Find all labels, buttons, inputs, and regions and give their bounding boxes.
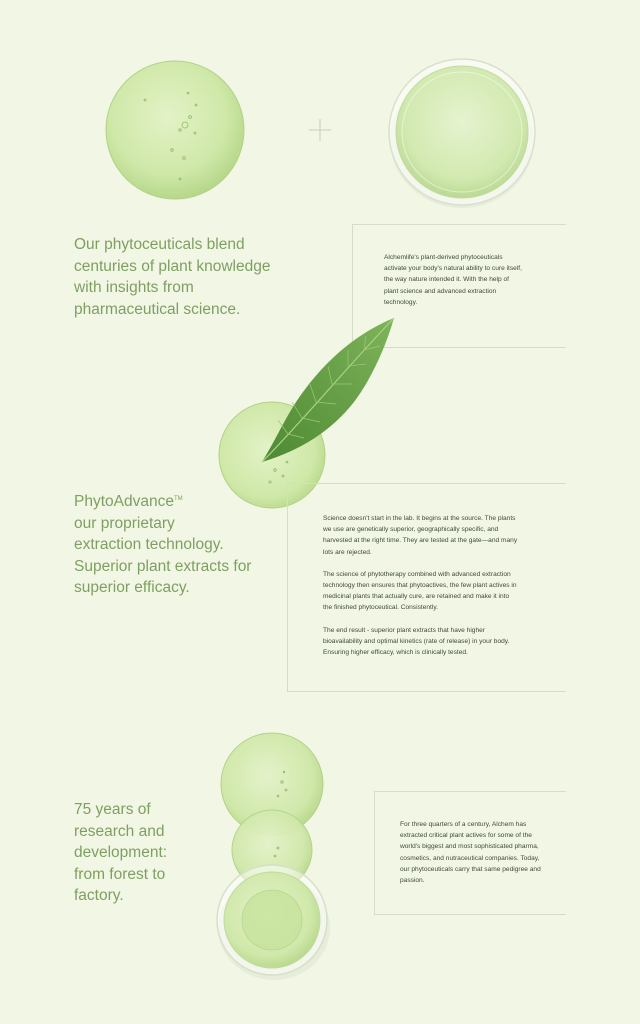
- body-line: the way nature intended it. With the help of: [384, 276, 509, 284]
- gel-drops-stack-illustration: [212, 732, 337, 982]
- headline-line: development:: [74, 844, 168, 861]
- headline-line: pharmaceutical science.: [74, 300, 241, 318]
- trademark-mark: TM: [173, 495, 183, 502]
- body-line: harvested at the right time. They are tested at the gate—and many: [323, 537, 518, 545]
- body-line: the finished phytoceutical. Consistently.: [323, 604, 438, 612]
- headline-line: research and: [74, 822, 165, 840]
- section3-text-box: [374, 791, 566, 915]
- body-line: technology.: [384, 298, 418, 306]
- headline-line: Superior plant extracts for: [74, 557, 252, 575]
- headline-line: extraction technology.: [74, 536, 224, 553]
- body-line: The end result - superior plant extracts that have higher: [323, 626, 486, 634]
- section1-headline: [74, 234, 314, 320]
- body-line: Alchemlife's plant-derived phytoceuticals: [384, 254, 503, 261]
- section2-headline: [74, 491, 314, 599]
- body-line: world's biggest and most sophisticated pharma,: [400, 843, 539, 851]
- body-line: bioavailability and optimal kinetics (rate of release) in your body.: [323, 637, 510, 645]
- body-line: Science doesn't start in the lab. It begins at the source. The plants: [323, 515, 516, 522]
- petri-dish-illustration: [382, 52, 542, 212]
- headline-line: factory.: [74, 887, 124, 904]
- body-line: For three quarters of a century, Alchem has: [400, 821, 527, 828]
- headline-line: [74, 491, 314, 513]
- brand-name: PhytoAdvance: [74, 493, 174, 510]
- body-line: The science of phytotherapy combined with advanced extraction: [323, 570, 511, 578]
- headline-line: from forest to: [74, 865, 166, 883]
- headline-line: 75 years of: [74, 801, 151, 818]
- headline-line: centuries of plant knowledge: [74, 257, 271, 275]
- headline-line: with insights from: [74, 279, 194, 296]
- section3-headline: [74, 799, 214, 907]
- body-line: Ensuring higher efficacy, which is clinically tested.: [323, 649, 468, 657]
- headline-line: our proprietary: [74, 514, 175, 532]
- body-line: medicinal plants that actually cure, are retained and make it into: [323, 593, 510, 601]
- headline-line: superior efficacy.: [74, 579, 190, 596]
- headline-line: Our phytoceuticals blend: [74, 236, 245, 253]
- body-line: our phytoceuticals carry that same pedigree and: [400, 865, 541, 873]
- body-line: cosmetics, and nutraceutical companies. Today,: [400, 854, 540, 862]
- body-line: extracted critical plant actives for some of the: [400, 832, 532, 840]
- body-line: passion.: [400, 877, 425, 885]
- body-line: we use are genetically superior, geographically specific, and: [323, 526, 499, 534]
- leaf-illustration: [258, 316, 398, 466]
- body-line: activate your body's natural ability to cure itself,: [384, 265, 522, 273]
- plus-icon: [309, 119, 331, 141]
- section2-text-box: [287, 483, 566, 692]
- body-line: plant science and advanced extraction: [384, 287, 497, 295]
- body-line: lots are rejected.: [323, 548, 372, 556]
- gel-drop-illustration: [100, 55, 250, 205]
- body-line: technology then ensures that phytoactives, the few plant actives in: [323, 582, 517, 590]
